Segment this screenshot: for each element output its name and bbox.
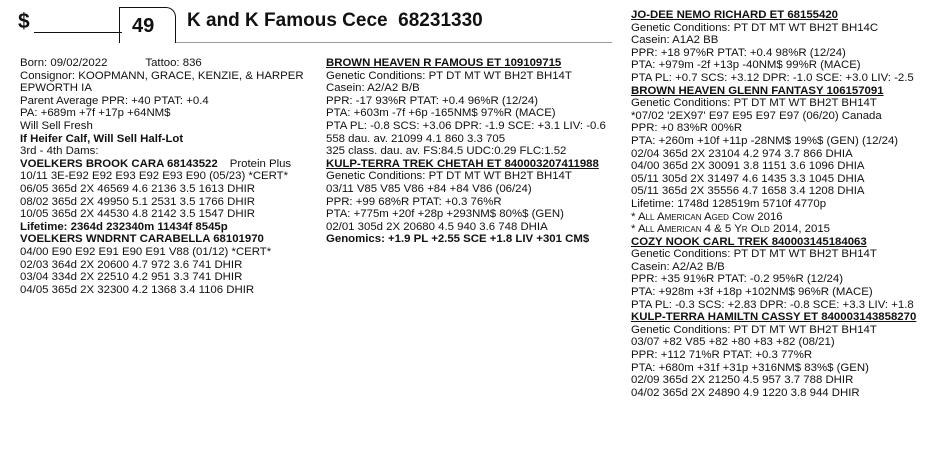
- sire-detail: 325 class. dau. av. FS:84.5 UDC:0.29 FLC:1.52: [326, 145, 567, 158]
- dam-sire-detail: PTA PL: -0.3 SCS: +2.83 DPR: -0.8 SCE: +3.3 LIV: +1.8: [631, 298, 914, 311]
- sire-dam-detail: 04/00 365d 2X 30091 3.8 1151 3.6 1096 DHIA: [631, 160, 865, 173]
- dam3-lifetime: Lifetime: 2364d 232340m 11434f 8545p: [20, 220, 228, 233]
- sire-detail: PTA: +603m -7f +6p -165NM$ 97%R (MACE): [326, 107, 556, 120]
- consignor-line: Consignor: KOOPMANN, GRACE, KENZIE, & HARPER: [20, 69, 304, 82]
- sire-dam-award: * All American Aged Cow 2016: [631, 210, 783, 223]
- dam-dam-detail: Genetic Conditions: PT DT MT WT BH2T BH14T: [631, 323, 877, 336]
- dam3-record: 08/02 365d 2X 49950 5.1 2531 3.5 1766 DHIR: [20, 195, 255, 208]
- tattoo: Tattoo: 836: [145, 57, 202, 69]
- dam-sire-name: COZY NOOK CARL TREK 840003145184063: [631, 235, 867, 248]
- sire-dam-detail: *07/02 '2EX97' E97 E95 E97 E97 (06/20) Canada: [631, 109, 882, 122]
- parents-column: [326, 57, 606, 246]
- grandparents-column: [631, 9, 916, 399]
- dam-sire-detail: Genetic Conditions: PT DT MT WT BH2T BH14T: [631, 248, 877, 261]
- dam4-name: VOELKERS WNDRNT CARABELLA 68101970: [20, 233, 264, 246]
- sire-dam-detail: Genetic Conditions: PT DT MT WT BH2T BH14T: [631, 97, 877, 110]
- dam3-record: 10/05 365d 2X 44530 4.8 2142 3.5 1547 DHIR: [20, 208, 255, 221]
- sell-terms-note: If Heifer Calf, Will Sell Half-Lot: [20, 132, 184, 145]
- dam-detail: Genetic Conditions: PT DT MT WT BH2T BH14T: [326, 170, 572, 183]
- dam3-name: VOELKERS BROOK CARA 68143522: [20, 157, 218, 170]
- sire-dam-detail: PPR: +0 83%R 00%R: [631, 122, 743, 135]
- dam-dam-detail: 04/02 365d 2X 24890 4.9 1220 3.8 944 DHIR: [631, 386, 860, 399]
- price-symbol: $: [18, 10, 30, 33]
- born-date: Born: 09/02/2022: [20, 57, 108, 69]
- dam-detail: 02/01 305d 2X 20680 4.5 940 3.6 748 DHIA: [326, 220, 548, 233]
- sire-sire-detail: PPR: +18 97%R PTAT: +0.4 98%R (12/24): [631, 46, 846, 59]
- dam-detail: PTA: +775m +20f +28p +293NM$ 80%$ (GEN): [326, 208, 564, 221]
- dam-detail: 03/11 V85 V85 V86 +84 +84 V86 (06/24): [326, 182, 532, 195]
- consignor-location: EPWORTH IA: [20, 82, 92, 95]
- sire-dam-name: BROWN HEAVEN GLENN FANTASY 106157091: [631, 84, 884, 97]
- sell-terms: Will Sell Fresh: [20, 119, 93, 132]
- animal-name: K and K Famous Cece: [187, 10, 388, 31]
- dam3-record: 06/05 365d 2X 46569 4.6 2136 3.5 1613 DHIR: [20, 182, 255, 195]
- sire-dam-detail: 05/11 305d 2X 31497 4.6 1435 3.3 1045 DHIA: [631, 172, 865, 185]
- sire-sire-detail: PTA: +979m -2f +13p -40NM$ 99%R (MACE): [631, 59, 861, 72]
- dam3-name-line: [20, 158, 304, 171]
- sire-sire-detail: PTA PL: +0.7 SCS: +3.12 DPR: -1.0 SCE: +3.0 LIV: -2.5: [631, 71, 914, 84]
- sire-dam-detail: PTA: +260m +10f +11p -28NM$ 19%$ (GEN) (12/24): [631, 134, 899, 147]
- parent-average-pta: PA: +689m +7f +17p +64NM$: [20, 107, 171, 120]
- sire-sire-name: JO-DEE NEMO RICHARD ET 68155420: [631, 9, 838, 21]
- header-rule: [176, 42, 612, 43]
- dam3-tag: Protein Plus: [229, 157, 292, 170]
- animal-registration: 68231330: [398, 10, 483, 31]
- sire-detail: PPR: -17 93%R PTAT: +0.4 96%R (12/24): [326, 94, 538, 107]
- dam-dam-name: KULP-TERRA HAMILTN CASSY ET 840003143858270: [631, 311, 917, 324]
- sire-dam-award: * All American 4 & 5 Yr Old 2014, 2015: [631, 223, 831, 236]
- sire-sire-detail: Casein: A1A2 BB: [631, 34, 719, 47]
- dam-sire-detail: PPR: +35 91%R PTAT: -0.2 95%R (12/24): [631, 273, 843, 286]
- sire-detail: 558 dau. av. 21099 4.1 860 3.3 705: [326, 132, 506, 145]
- dam-dam-detail: PTA: +680m +31f +31p +316NM$ 83%$ (GEN): [631, 361, 869, 374]
- dam3-record: 10/11 3E-E92 E92 E93 E92 E93 E90 (05/23) *CERT*: [20, 170, 289, 183]
- dam-dam-detail: 02/09 365d 2X 21250 4.5 957 3.7 788 DHIR: [631, 374, 854, 387]
- birth-tattoo-line: [20, 57, 304, 70]
- sire-detail: Casein: A2/A2 B/B: [326, 82, 420, 95]
- info-column: [20, 57, 304, 296]
- dam-sire-detail: PTA: +928m +3f +18p +102NM$ 96%R (MACE): [631, 286, 873, 299]
- dam4-record: 03/04 334d 2X 22510 4.2 951 3.3 741 DHIR: [20, 271, 243, 284]
- dam4-record: 04/05 365d 2X 32300 4.2 1368 3.4 1106 DHIR: [20, 283, 255, 296]
- dam4-record: 04/00 E90 E92 E91 E90 E91 V88 (01/12) *CERT*: [20, 245, 272, 258]
- sire-detail: PTA PL: -0.8 SCS: +3.06 DPR: -1.9 SCE: +3.1 LIV: -0.6: [326, 119, 606, 132]
- lot-number: 49: [132, 15, 155, 37]
- dam-sire-detail: Casein: A2/A2 B/B: [631, 260, 725, 273]
- sire-dam-detail: 05/11 365d 2X 35556 4.7 1658 3.4 1208 DHIA: [631, 185, 865, 198]
- animal-title: [187, 10, 483, 32]
- dam-detail: PPR: +99 68%R PTAT: +0.3 76%R: [326, 195, 502, 208]
- price-blank-line: [34, 32, 122, 33]
- sire-dam-lifetime: Lifetime: 1748d 128519m 5710f 4770p: [631, 197, 827, 210]
- sire-sire-detail: Genetic Conditions: PT DT MT WT BH2T BH14C: [631, 21, 879, 34]
- dam-genomics: Genomics: +1.9 PL +2.55 SCE +1.8 LIV +301 CM$: [326, 233, 590, 246]
- sire-name: BROWN HEAVEN R FAMOUS ET 109109715: [326, 57, 562, 69]
- dams-heading: 3rd - 4th Dams:: [20, 145, 99, 158]
- sire-detail: Genetic Conditions: PT DT MT WT BH2T BH14T: [326, 69, 572, 82]
- parent-average-line: Parent Average PPR: +40 PTAT: +0.4: [20, 94, 209, 107]
- dam-dam-detail: PPR: +112 71%R PTAT: +0.3 77%R: [631, 349, 813, 362]
- dam4-record: 02/03 364d 2X 20600 4.7 972 3.6 741 DHIR: [20, 258, 243, 271]
- dam-name: KULP-TERRA TREK CHETAH ET 840003207411988: [326, 157, 599, 170]
- sire-dam-detail: 02/04 365d 2X 23104 4.2 974 3.7 866 DHIA: [631, 147, 853, 160]
- dam-dam-detail: 03/07 +82 V85 +82 +80 +83 +82 (08/21): [631, 336, 835, 349]
